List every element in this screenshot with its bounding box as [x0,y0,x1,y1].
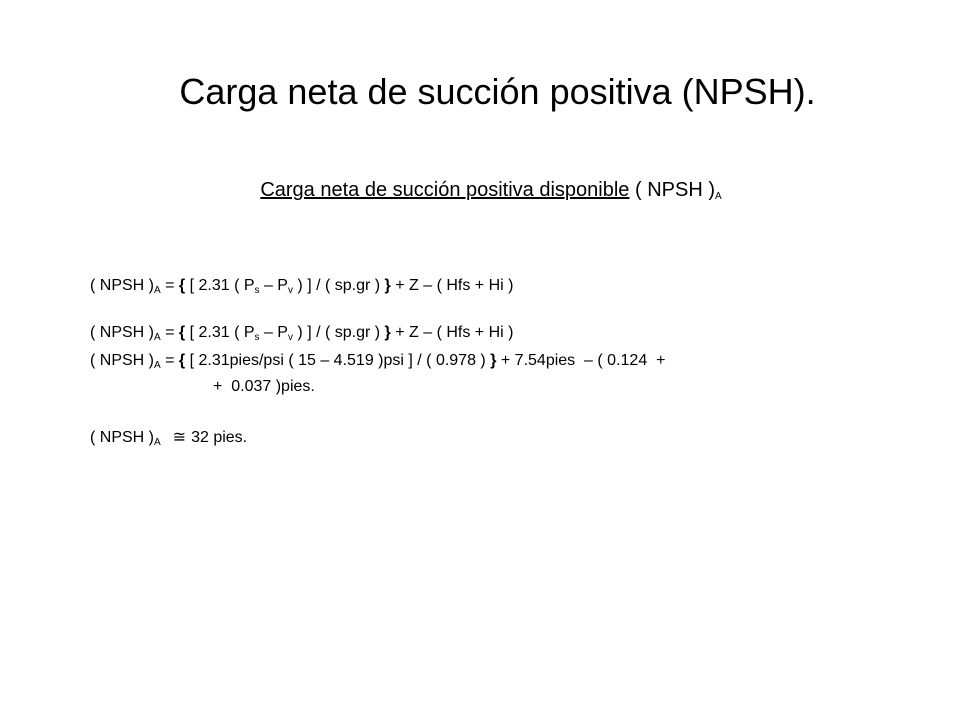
result-lhs-sub: A [154,437,161,448]
result-lhs: ( NPSH ) [90,429,154,446]
formula-eq: = [160,277,179,294]
substitution-brace-close: } [490,352,497,369]
subtitle-underlined-text: Carga neta de succión positiva disponible [260,179,630,201]
formula-brace-close: } [384,324,391,341]
substitution-part-1: [ 2.31pies/psi ( 15 – 4.519 )psi ] / ( 0.978 ) [185,352,491,369]
formula-lhs-sub: A [154,332,161,343]
formula-brace-open: { [178,324,186,341]
formula-lhs-sub: A [154,285,161,296]
formula-ps-sub: s [254,285,260,296]
formula-brace-close: } [384,277,391,294]
substitution-lhs: ( NPSH ) [90,352,154,369]
formula-part-2: – P [259,324,288,341]
formula-part-3: ) ] / ( sp.gr ) [292,277,385,294]
subtitle-subscript: A [715,191,722,202]
substitution-part-2: + 7.54pies – ( 0.124 + [496,352,666,369]
formula-part-2: – P [259,277,288,294]
formula-part-1: [ 2.31 ( P [185,324,255,341]
subtitle-symbol: ( NPSH ) [629,179,715,201]
formula-pv-sub: v [287,285,293,296]
formula-eq: = [160,324,179,341]
formula-ps-sub: s [254,332,260,343]
slide-subtitle [0,176,960,204]
formula-line-2 [90,322,513,344]
formula-part-3: ) ] / ( sp.gr ) [292,324,385,341]
formula-line-1 [90,275,513,297]
substitution-brace-open: { [178,352,186,369]
formula-part-4: + Z – ( Hfs + Hi ) [390,277,514,294]
result-value: 32 pies. [191,429,248,446]
approx-equal-symbol: ≅ [172,429,187,446]
substitution-continuation: + 0.037 )pies. [213,378,315,395]
formula-lhs: ( NPSH ) [90,324,154,341]
substitution-eq: = [160,352,179,369]
formula-part-1: [ 2.31 ( P [185,277,255,294]
formula-part-4: + Z – ( Hfs + Hi ) [390,324,514,341]
result-line [90,427,247,449]
formula-brace-open: { [178,277,186,294]
formula-lhs: ( NPSH ) [90,277,154,294]
slide-title: Carga neta de succión positiva (NPSH). [179,71,816,112]
substitution-line [90,350,665,372]
formula-pv-sub: v [287,332,293,343]
substitution-lhs-sub: A [154,360,161,371]
